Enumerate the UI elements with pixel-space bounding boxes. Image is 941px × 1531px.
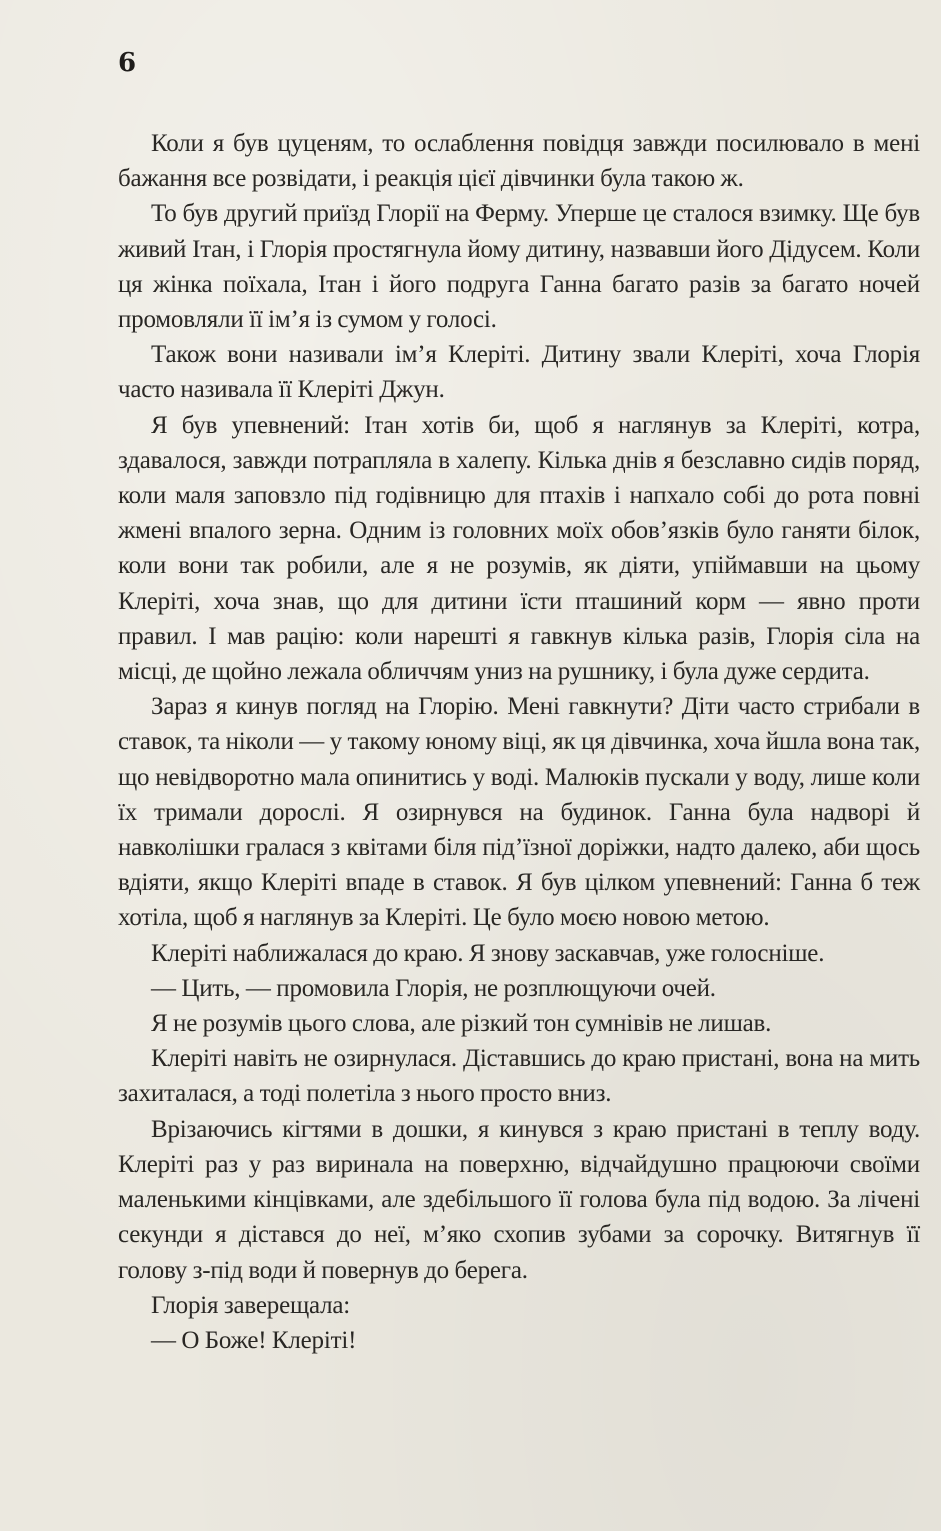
paragraph: Я не розумів цього слова, але різкий тон сумнівів не лишав.: [151, 1010, 772, 1038]
dialogue-line: — Цить, — промовила Глорія, не розплющуючи очей.: [151, 974, 716, 1002]
paragraph: Я був упевнений: Ітан хотів би, щоб я наглянув за Клеріті, котра, здавалося, завжди потрапляла в халепу. Кілька днів я безславно сидів поряд, коли маля заповзло під годівницю для птахів і напхало собі до рота повні жмені впалого зерна. Одним із головних моїх обов’язків було ганяти білок, коли вони так робили, але я не розумів, як діяти, упіймавши на цьому Клеріті, хоча знав, що для дитини їсти пташиний корм — явно проти правил. І мав рацію: коли нарешті я гавкнув кілька разів, Глорія сіла на місці, де щойно лежала обличчям униз на рушнику, і була дуже сердита.: [118, 411, 920, 686]
paragraph: То був другий приїзд Глорії на Ферму. Уперше це сталося взимку. Ще був живий Ітан, і Глорія простягнула йому дитину, назвавши його Дідусем. Коли ця жінка поїхала, Ітан і його подруга Ганна багато разів за багато ночей промовляли її ім’я із сумом у голосі.: [118, 200, 920, 334]
page-number: 6: [118, 48, 137, 78]
paragraph: Також вони називали ім’я Клеріті. Дитину звали Клеріті, хоча Глорія часто називала її Клеріті Джун.: [118, 341, 920, 404]
paragraph: Зараз я кинув погляд на Глорію. Мені гавкнути? Діти часто стрибали в ставок, та ніколи — у такому юному віці, як ця дівчинка, хоча йшла вона так, що невідворотно мала опинитись у воді. Малюків пускали у воду, лише коли їх тримали дорослі. Я озирнувся на будинок. Ганна була надворі й навколішки гралася з квітами біля під’їзної доріжки, надто далеко, аби щось вдіяти, якщо Клеріті впаде в ставок. Я був цілком упевнений: Ганна б теж хотіла, щоб я наглянув за Клеріті. Це було моєю новою метою.: [118, 693, 920, 932]
dialogue-line: — О Боже! Клеріті!: [151, 1326, 357, 1354]
paragraph: Клеріті наближалася до краю. Я знову заскавчав, уже голосніше.: [151, 939, 825, 967]
paragraph: Клеріті навіть не озирнулася. Діставшись до краю пристані, вона на мить захиталася, а тоді полетіла з нього просто вниз.: [118, 1045, 920, 1108]
paragraph: Врізаючись кігтями в дошки, я кинувся з краю пристані в теплу воду. Клеріті раз у раз виринала на поверхню, відчайдушно працюючи своїми маленькими кінцівками, але здебільшого її голова була під водою. За лічені секунди я дістався до неї, м’яко схопив зубами за сорочку. Витягнув її голову з-під води й повернув до берега.: [118, 1115, 920, 1284]
paragraph: Коли я був цуценям, то ослаблення повідця завжди посилювало в мені бажання все розвідати, і реакція цієї дівчинки була такою ж.: [118, 130, 920, 193]
paragraph: Глорія заверещала:: [151, 1291, 351, 1319]
body-text: [118, 126, 920, 1358]
